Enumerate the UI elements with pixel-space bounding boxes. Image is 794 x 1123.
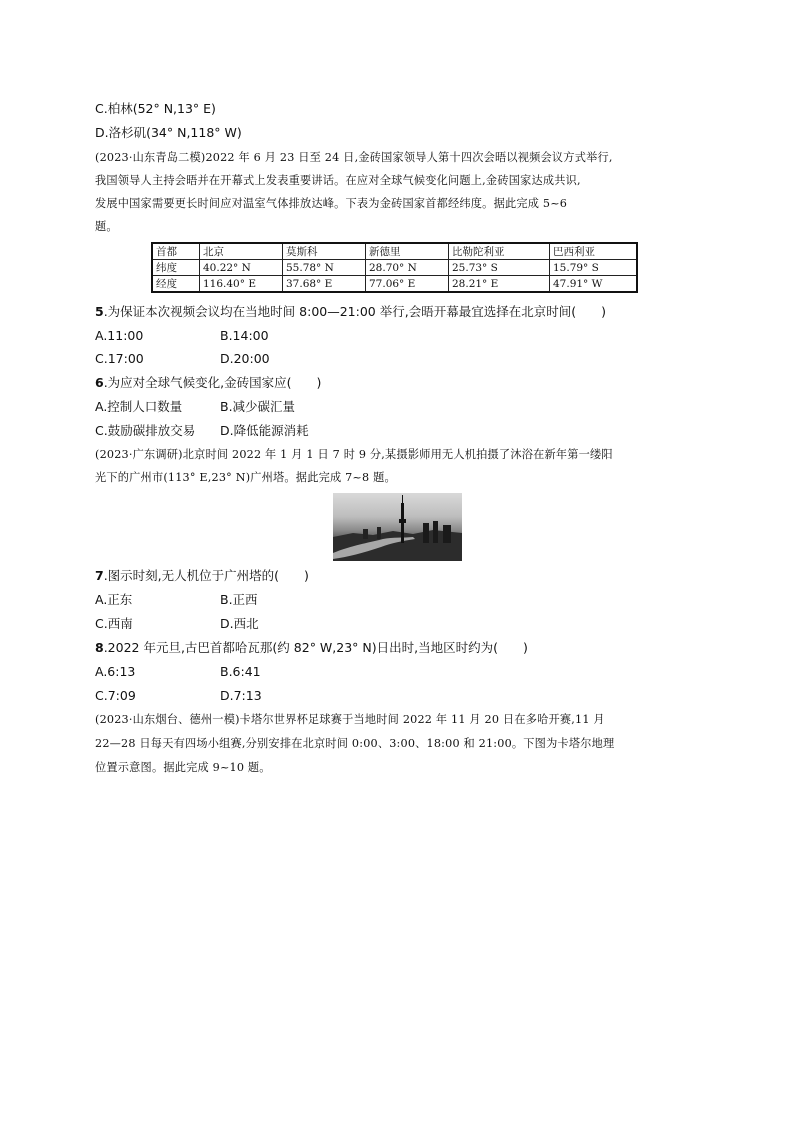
table-cell: 28.21° E xyxy=(449,276,550,293)
q5-option-b: B.14:00 xyxy=(220,328,269,343)
passage-qatar-line-1: (2023·山东烟台、德州一模)卡塔尔世界杯足球赛于当地时间 2022 年 11 月 20 日在多哈开赛,11 月 xyxy=(95,713,605,726)
question-8 xyxy=(95,640,528,656)
q6-option-c: C.鼓励碳排放交易 xyxy=(95,423,196,438)
q6-option-b: B.减少碳汇量 xyxy=(220,399,296,414)
table-row xyxy=(152,276,637,293)
question-number: 5 xyxy=(95,304,104,319)
q5-option-a: A.11:00 xyxy=(95,328,144,343)
table-cell: 55.78° N xyxy=(283,260,366,276)
q7-option-a: A.正东 xyxy=(95,592,133,607)
q5-option-c: C.17:00 xyxy=(95,351,144,366)
q5-option-d: D.20:00 xyxy=(220,351,270,366)
q8-option-d: D.7:13 xyxy=(220,688,262,703)
passage-guangzhou-line-1: (2023·广东调研)北京时间 2022 年 1 月 1 日 7 时 9 分,某摄影师用无人机拍摄了沐浴在新年第一缕阳 xyxy=(95,448,613,461)
table-row xyxy=(152,260,637,276)
option-d-los-angeles: D.洛杉矶(34° N,118° W) xyxy=(95,125,242,140)
table-cell: 巴西利亚 xyxy=(550,243,638,260)
question-text: .2022 年元旦,古巴首都哈瓦那(约 82° W,23° N)日出时,当地区时约为( ) xyxy=(103,640,528,655)
question-5 xyxy=(95,304,606,320)
passage-qatar-line-3: 位置示意图。据此完成 9~10 题。 xyxy=(95,761,271,774)
q6-option-a: A.控制人口数量 xyxy=(95,399,183,414)
passage-qatar-line-2: 22—28 日每天有四场小组赛,分别安排在北京时间 0:00、3:00、18:00 和 21:00。下图为卡塔尔地理 xyxy=(95,737,615,750)
question-number: 8 xyxy=(95,640,104,655)
table-cell: 40.22° N xyxy=(200,260,283,276)
question-6 xyxy=(95,375,321,391)
question-text: .图示时刻,无人机位于广州塔的( ) xyxy=(103,568,309,583)
passage-brics-line-2: 我国领导人主持会晤并在开幕式上发表重要讲话。在应对全球气候变化问题上,金砖国家达成共识, xyxy=(95,174,581,187)
q8-option-c: C.7:09 xyxy=(95,688,136,703)
capitals-table xyxy=(151,242,638,293)
question-text: .为应对全球气候变化,金砖国家应( ) xyxy=(103,375,322,390)
table-cell: 经度 xyxy=(152,276,200,293)
q7-option-b: B.正西 xyxy=(220,592,258,607)
table-row xyxy=(152,243,637,260)
question-number: 7 xyxy=(95,568,104,583)
q8-option-b: B.6:41 xyxy=(220,664,261,679)
passage-brics-line-1: (2023·山东青岛二模)2022 年 6 月 23 日至 24 日,金砖国家领导人第十四次会晤以视频会议方式举行, xyxy=(95,151,613,164)
table-cell: 北京 xyxy=(200,243,283,260)
table-cell: 首都 xyxy=(152,243,200,260)
table-cell: 15.79° S xyxy=(550,260,638,276)
table-cell: 28.70° N xyxy=(366,260,449,276)
canton-tower-photo-illustration xyxy=(333,493,462,561)
table-cell: 37.68° E xyxy=(283,276,366,293)
q7-option-d: D.西北 xyxy=(220,616,259,631)
table-cell: 莫斯科 xyxy=(283,243,366,260)
table-cell: 25.73° S xyxy=(449,260,550,276)
question-number: 6 xyxy=(95,375,104,390)
q7-option-c: C.西南 xyxy=(95,616,133,631)
table-cell: 47.91° W xyxy=(550,276,638,293)
option-c-berlin: C.柏林(52° N,13° E) xyxy=(95,101,216,116)
canton-tower-photo xyxy=(333,493,462,561)
passage-brics-line-3: 发展中国家需要更长时间应对温室气体排放达峰。下表为金砖国家首都经纬度。据此完成 5~6 xyxy=(95,197,568,210)
q6-option-d: D.降低能源消耗 xyxy=(220,423,309,438)
table-cell: 纬度 xyxy=(152,260,200,276)
table-cell: 比勒陀利亚 xyxy=(449,243,550,260)
passage-brics-line-4: 题。 xyxy=(95,220,118,233)
question-7 xyxy=(95,568,309,584)
table-cell: 新德里 xyxy=(366,243,449,260)
q8-option-a: A.6:13 xyxy=(95,664,136,679)
table-cell: 116.40° E xyxy=(200,276,283,293)
question-text: .为保证本次视频会议均在当地时间 8:00—21:00 举行,会晤开幕最宜选择在北京时间( ) xyxy=(103,304,606,319)
passage-guangzhou-line-2: 光下的广州市(113° E,23° N)广州塔。据此完成 7~8 题。 xyxy=(95,471,396,484)
table-cell: 77.06° E xyxy=(366,276,449,293)
